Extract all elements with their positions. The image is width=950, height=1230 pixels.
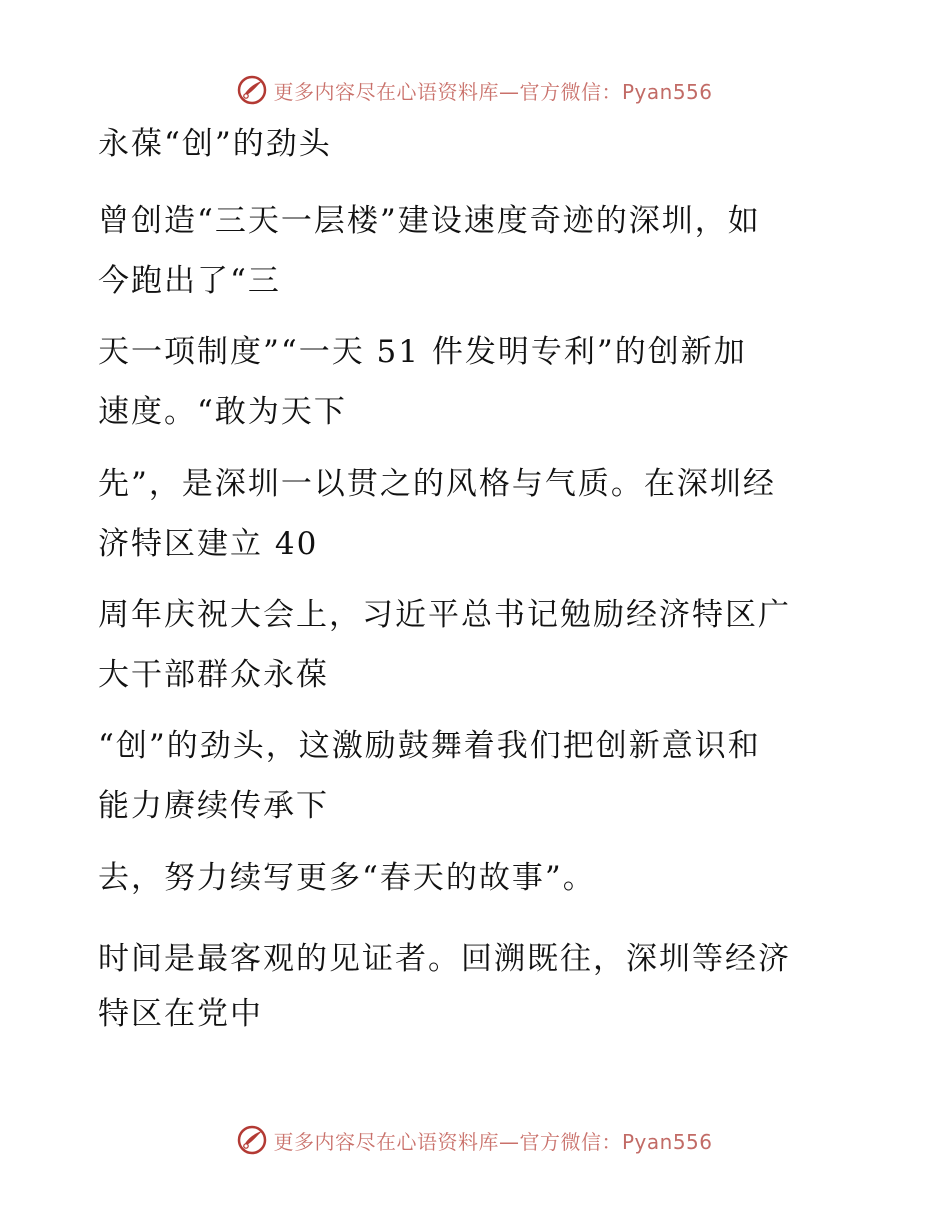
header-watermark [0, 70, 950, 110]
header-watermark-label: 更多内容尽在心语资料库—官方微信： [273, 79, 622, 104]
body-line: 时间是最客观的见证者。回溯既往，深圳等经济 [98, 941, 791, 977]
body-line: 天一项制度”“一天 51 件发明专利”的创新加 [98, 334, 747, 370]
body-line: “创”的劲头，这激励鼓舞着我们把创新意识和 [98, 728, 761, 764]
body-line: 济特区建立 40 [98, 526, 319, 562]
quill-logo-icon [237, 75, 267, 105]
footer-watermark-label: 更多内容尽在心语资料库—官方微信： [273, 1129, 622, 1154]
body-line: 今跑出了“三 [98, 263, 281, 299]
body-line: 能力赓续传承下 [98, 788, 329, 824]
header-watermark-text [273, 76, 712, 105]
footer-watermark [0, 1120, 950, 1160]
body-line: 速度。“敢为天下 [98, 394, 347, 430]
body-line: 大干部群众永葆 [98, 657, 329, 693]
body-line: 曾创造“三天一层楼”建设速度奇迹的深圳，如 [98, 203, 761, 239]
quill-logo-icon [237, 1125, 267, 1155]
body-line: 特区在党中 [98, 996, 263, 1032]
footer-watermark-id: Pyan556 [621, 1129, 713, 1154]
header-watermark-id: Pyan556 [621, 79, 713, 104]
footer-watermark-text [273, 1126, 712, 1155]
body-line: 先”，是深圳一以贯之的风格与气质。在深圳经 [98, 466, 776, 502]
body-line: 永葆“创”的劲头 [98, 126, 332, 162]
body-line: 去，努力续写更多“春天的故事”。 [98, 860, 596, 896]
body-line: 周年庆祝大会上，习近平总书记勉励经济特区广 [98, 597, 791, 633]
